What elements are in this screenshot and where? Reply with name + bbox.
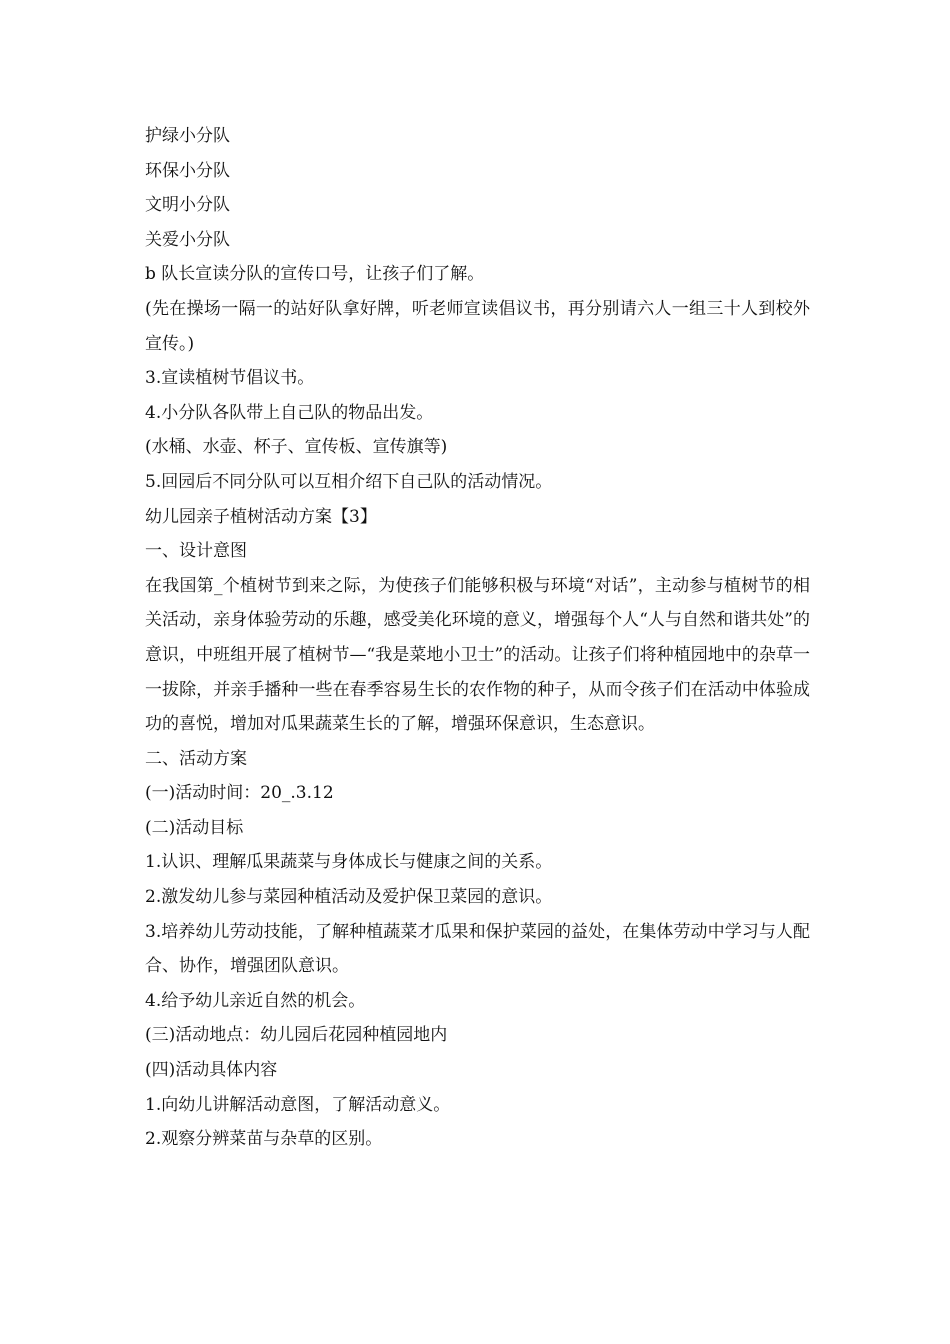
- text-line: (水桶、水壶、杯子、宣传板、宣传旗等): [145, 437, 448, 458]
- text-paragraph: (先在操场一隔一的站好队拿好牌，听老师宣读倡议书，再分别请六人一组三十人到校外宣传。): [145, 298, 810, 354]
- text-paragraph: 3.培养幼儿劳动技能，了解种植蔬菜才瓜果和保护菜园的益处，在集体劳动中学习与人配合、协作，增强团队意识。: [145, 921, 810, 977]
- section-heading: 二、活动方案: [145, 748, 247, 769]
- text-line: (一)活动时间：20_.3.12: [145, 783, 334, 804]
- text-line: 环保小分队: [145, 160, 230, 181]
- text-line: 5.回园后不同分队可以互相介绍下自己队的活动情况。: [145, 471, 553, 492]
- section-heading: 幼儿园亲子植树活动方案【3】: [145, 506, 377, 527]
- text-line: 3.宣读植树节倡议书。: [145, 368, 315, 389]
- text-line: 2.观察分辨菜苗与杂草的区别。: [145, 1129, 383, 1150]
- section-heading: 一、设计意图: [145, 541, 247, 562]
- text-line: (三)活动地点：幼儿园后花园种植园地内: [145, 1025, 448, 1046]
- text-line: 护绿小分队: [145, 126, 230, 146]
- document-body: [145, 119, 810, 1157]
- text-line: (四)活动具体内容: [145, 1060, 278, 1081]
- text-line: 2.激发幼儿参与菜园种植活动及爱护保卫菜园的意识。: [145, 887, 553, 908]
- text-line: (二)活动目标: [145, 817, 244, 838]
- text-line: 4.小分队各队带上自己队的物品出发。: [145, 402, 434, 423]
- text-line: 关爱小分队: [145, 229, 230, 250]
- text-line: b 队长宣读分队的宣传口号，让孩子们了解。: [145, 264, 485, 285]
- text-line: 4.给予幼儿亲近自然的机会。: [145, 990, 366, 1011]
- text-line: 文明小分队: [145, 195, 230, 216]
- text-line: 1.认识、理解瓜果蔬菜与身体成长与健康之间的关系。: [145, 852, 553, 873]
- text-line: 1.向幼儿讲解活动意图，了解活动意义。: [145, 1094, 451, 1115]
- text-paragraph: 在我国第_个植树节到来之际，为使孩子们能够积极与环境“对话”，主动参与植树节的相关活动，亲身体验劳动的乐趣，感受美化环境的意义，增强每个人“人与自然和谐共处”的意识，中班组开展了植树节—“我是菜地小卫士”的活动。让孩子们将种植园地中的杂草一一拔除，并亲手播种一些在春季容易生长的农作物的种子，从而令孩子们在活动中体验成功的喜悦，增加对瓜果蔬菜生长的了解，增强环保意识，生态意识。: [145, 575, 810, 735]
